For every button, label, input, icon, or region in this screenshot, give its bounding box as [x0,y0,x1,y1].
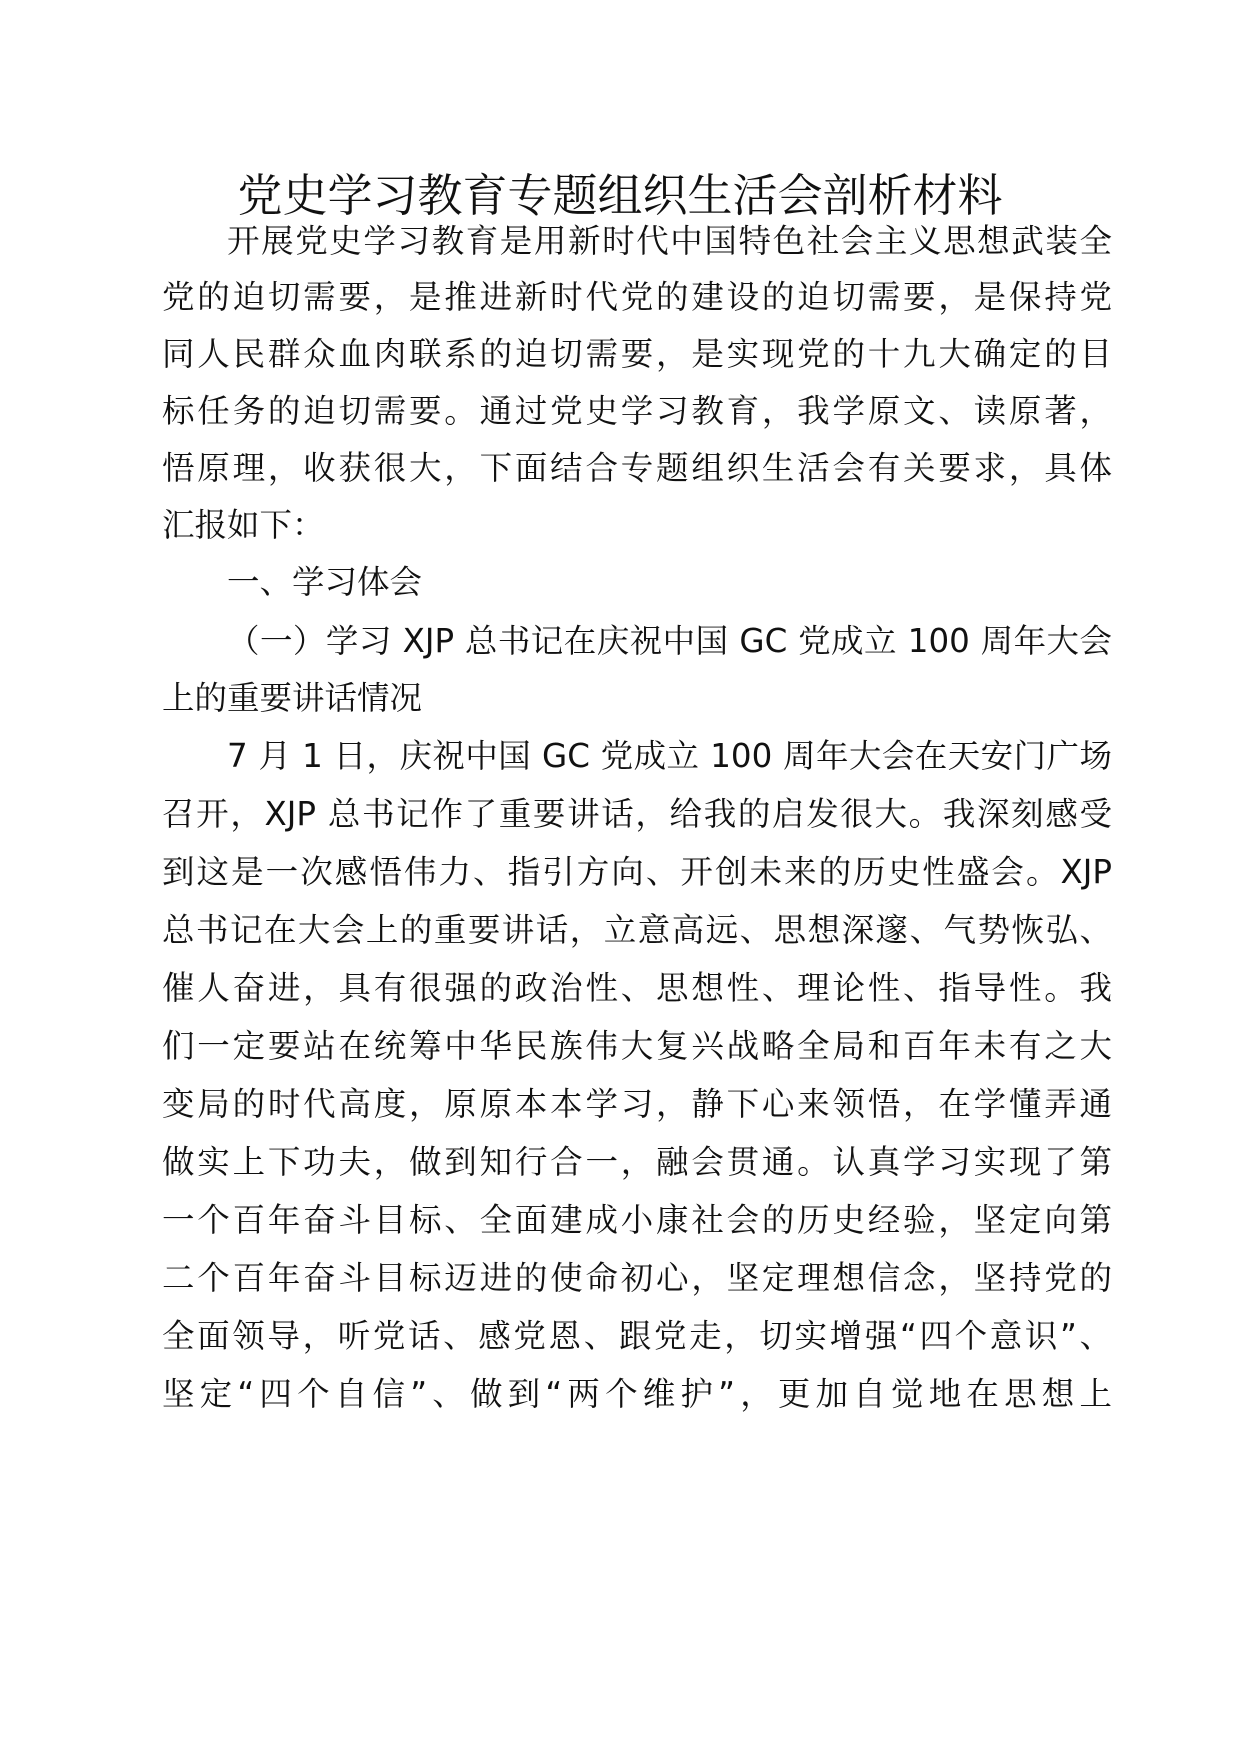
paragraph-line: 变局的时代高度，原原本本学习，静下心来领悟，在学懂弄通 [162,1085,1112,1123]
paragraph-line: 7 月 1 日，庆祝中国 GC 党成立 100 周年大会在天安门广场 [227,737,1112,775]
document-title: 党史学习教育专题组织生活会剖析材料 [237,169,1003,222]
subsection-heading-line: 上的重要讲话情况 [162,679,423,717]
paragraph-line: 召开，XJP 总书记作了重要讲话，给我的启发很大。我深刻感受 [162,795,1112,833]
paragraph-line: 二个百年奋斗目标迈进的使命初心，坚定理想信念，坚持党的 [162,1259,1112,1297]
subsection-heading-line: （一）学习 XJP 总书记在庆祝中国 GC 党成立 100 周年大会 [227,622,1112,660]
paragraph-line: 标任务的迫切需要。通过党史学习教育，我学原文、读原著， [162,392,1112,430]
paragraph-line: 开展党史学习教育是用新时代中国特色社会主义思想武装全 [227,222,1112,260]
paragraph-line: 悟原理，收获很大，下面结合专题组织生活会有关要求，具体 [162,449,1112,487]
paragraph-line: 党的迫切需要，是推进新时代党的建设的迫切需要，是保持党 [162,278,1112,316]
paragraph-line: 总书记在大会上的重要讲话，立意高远、思想深邃、气势恢弘、 [162,911,1112,949]
paragraph-line: 一个百年奋斗目标、全面建成小康社会的历史经验，坚定向第 [162,1201,1112,1239]
paragraph-line: 全面领导，听党话、感党恩、跟党走，切实增强“四个意识”、 [162,1317,1112,1355]
paragraph-line: 催人奋进，具有很强的政治性、思想性、理论性、指导性。我 [162,969,1112,1007]
paragraph-line: 汇报如下： [162,506,325,544]
section-heading: 一、学习体会 [227,563,423,601]
paragraph-line: 坚定“四个自信”、做到“两个维护”，更加自觉地在思想上 [162,1375,1112,1413]
paragraph-line: 们一定要站在统筹中华民族伟大复兴战略全局和百年未有之大 [162,1027,1112,1065]
paragraph-line: 到这是一次感悟伟力、指引方向、开创未来的历史性盛会。XJP [162,853,1112,891]
paragraph-line: 做实上下功夫，做到知行合一，融会贯通。认真学习实现了第 [162,1143,1112,1181]
paragraph-line: 同人民群众血肉联系的迫切需要，是实现党的十九大确定的目 [162,335,1112,373]
